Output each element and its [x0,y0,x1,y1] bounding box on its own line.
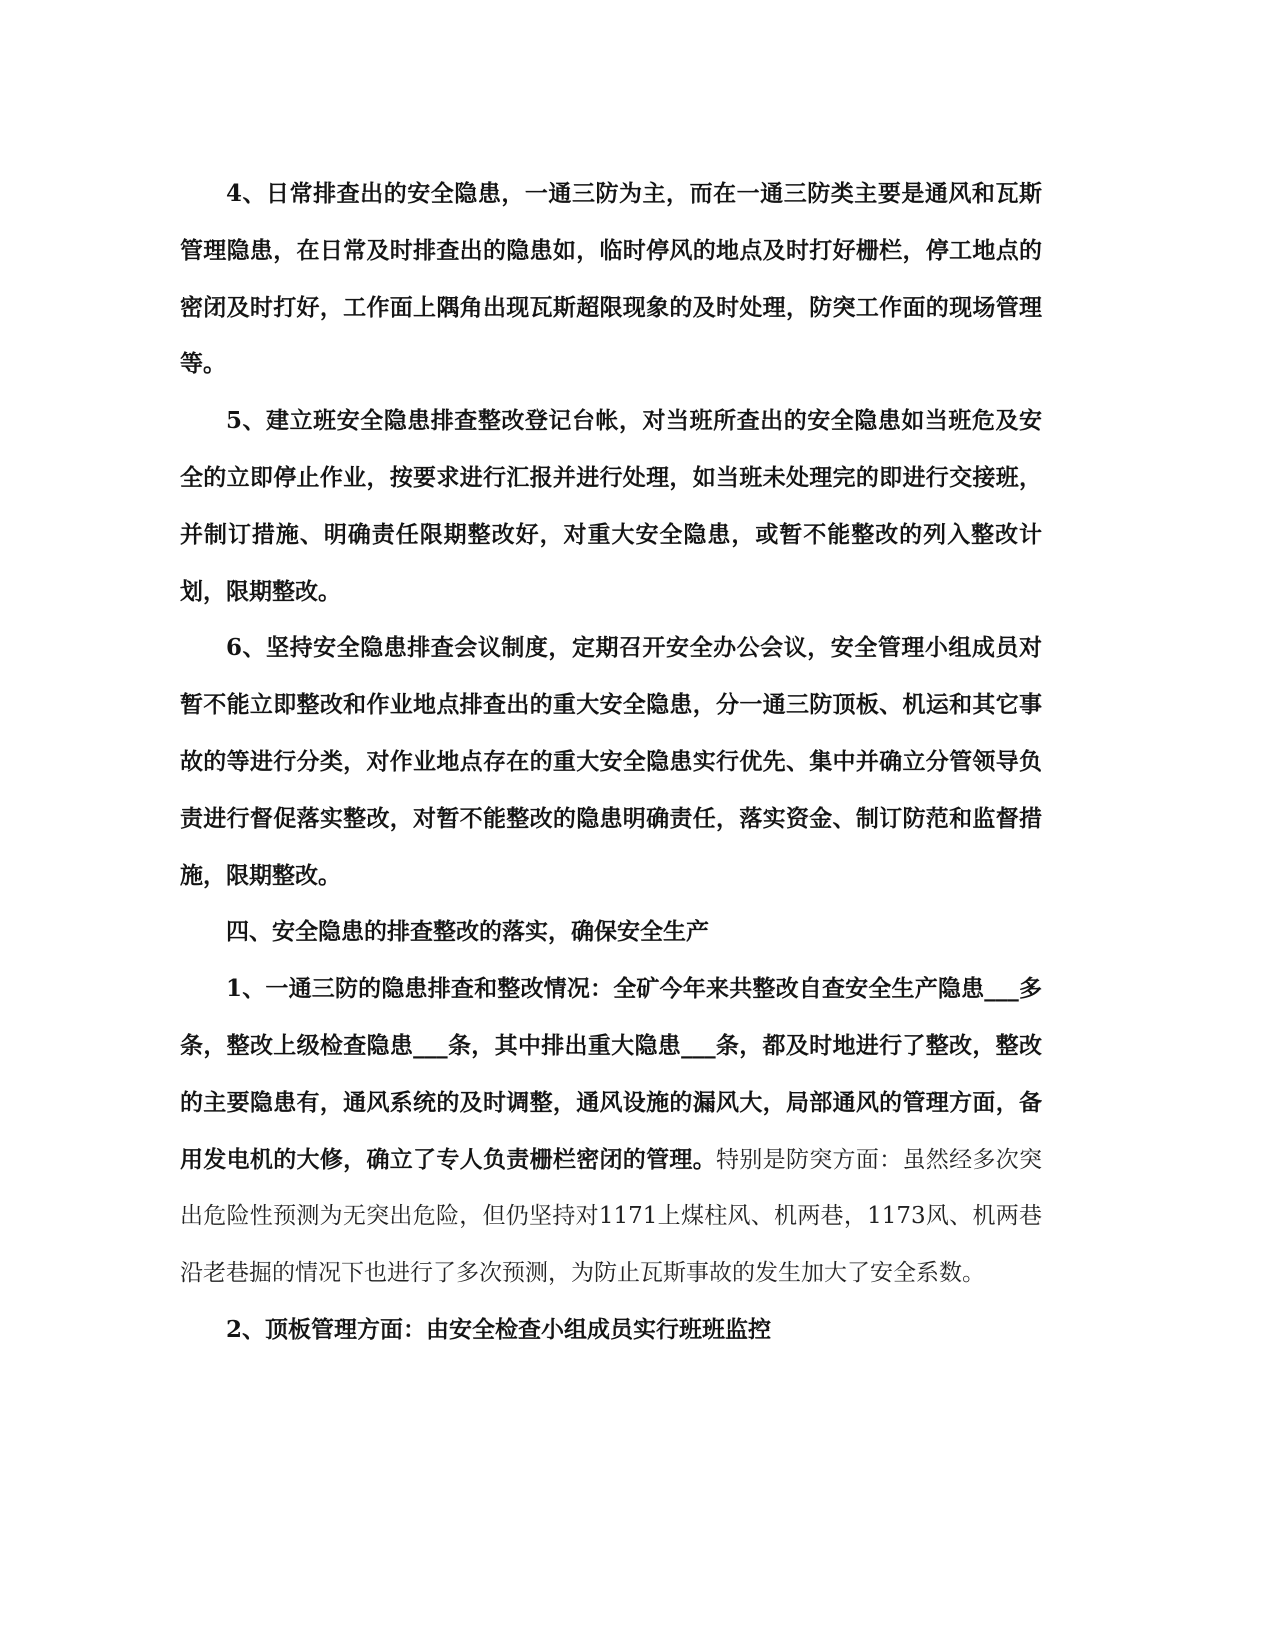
document-body [180,166,1042,1359]
paragraph-subitem-1 [180,961,1042,1302]
paragraph-item-6: 6、坚持安全隐患排查会议制度，定期召开安全办公会议，安全管理小组成员对暂不能立即整改和作业地点排查出的重大安全隐患，分一通三防顶板、机运和其它事故的等进行分类，对作业地点存在的重大安全隐患实行优先、集中并确立分管领导负责进行督促落实整改，对暂不能整改的隐患明确责任，落实资金、制订防范和监督措施，限期整改。 [180,634,1042,889]
paragraph-subitem-2: 2、顶板管理方面：由安全检查小组成员实行班班监控 [226,1315,772,1343]
section-heading-4: 四、安全隐患的排查整改的落实，确保安全生产 [226,918,709,946]
subitem-1-regular-text: 特别是防突方面：虽然经多次突出危险性预测为无突出危险，但仍坚持对1171上煤柱风、机两巷，1173风、机两巷沿老巷掘的情况下也进行了多次预测，为防止瓦斯事故的发生加大了安全系数。 [180,1146,1043,1287]
paragraph-item-5: 5、建立班安全隐患排查整改登记台帐，对当班所查出的安全隐患如当班危及安全的立即停止作业，按要求进行汇报并进行处理，如当班未处理完的即进行交接班，并制订措施、明确责任限期整改好，对重大安全隐患，或暂不能整改的列入整改计划，限期整改。 [180,407,1042,605]
paragraph-item-4: 4、日常排查出的安全隐患，一通三防为主，而在一通三防类主要是通风和瓦斯管理隐患，在日常及时排查出的隐患如，临时停风的地点及时打好栅栏，停工地点的密闭及时打好，工作面上隅角出现瓦斯超限现象的及时处理，防突工作面的现场管理等。 [180,180,1042,378]
subitem-1-bold-text: 1、一通三防的隐患排查和整改情况：全矿今年来共整改自查安全生产隐患___多条，整改上级检查隐患___条，其中排出重大隐患___条，都及时地进行了整改，整改的主要隐患有，通风系统的及时调整，通风设施的漏风大，局部通风的管理方面，备用发电机的大修，确立了专人负责栅栏密闭的管理。 [180,975,1042,1173]
